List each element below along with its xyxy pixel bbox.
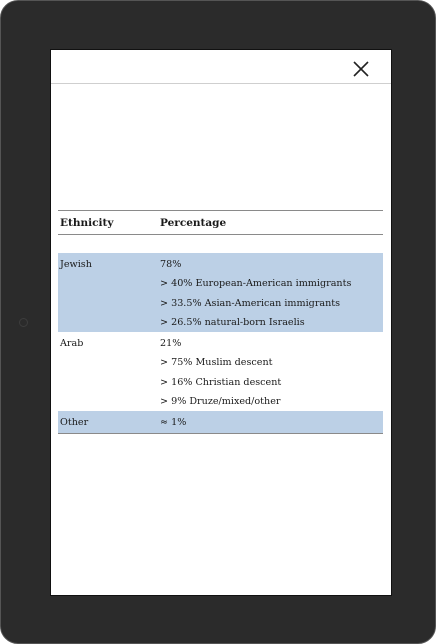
ethnicity-table-container (58, 210, 383, 434)
percentage-cell (158, 411, 383, 433)
image-viewer-panel (50, 49, 392, 596)
ethnicity-label: Other (60, 417, 89, 429)
ethnicity-label: Jewish (60, 259, 92, 270)
percentage-cell (158, 253, 383, 332)
ethnicity-cell (58, 411, 158, 433)
table-spacer-row (58, 235, 383, 254)
percentage-breakdown: > 9% Druze/mixed/other (160, 396, 281, 408)
header-percentage: Percentage (158, 211, 383, 235)
percentage-breakdown: > 33.5% Asian-American immigrants (160, 297, 341, 309)
percentage-breakdown: > 40% European-American immigrants (160, 278, 352, 290)
table-row-other (58, 411, 383, 433)
close-icon (350, 58, 372, 80)
header-ethnicity: Ethnicity (58, 211, 158, 235)
percentage-breakdown: > 26.5% natural-born Israelis (160, 316, 305, 328)
ethnicity-label: Arab (60, 338, 84, 350)
close-button[interactable] (350, 58, 372, 80)
table-row-arab (58, 332, 383, 411)
table-row-jewish (58, 253, 383, 332)
percentage-value: ≈ 1% (160, 417, 187, 429)
percentage-breakdown: > 75% Muslim descent (160, 357, 273, 369)
viewer-toolbar (51, 50, 391, 84)
percentage-cell (158, 332, 383, 411)
ethnicity-cell (58, 332, 158, 411)
percentage-value: 78% (160, 259, 182, 270)
ethnicity-table (58, 210, 383, 434)
percentage-breakdown: > 16% Christian descent (160, 376, 282, 388)
home-button[interactable] (19, 318, 28, 327)
percentage-value: 21% (160, 338, 182, 350)
table-header-row (58, 211, 383, 235)
ethnicity-cell (58, 253, 158, 332)
